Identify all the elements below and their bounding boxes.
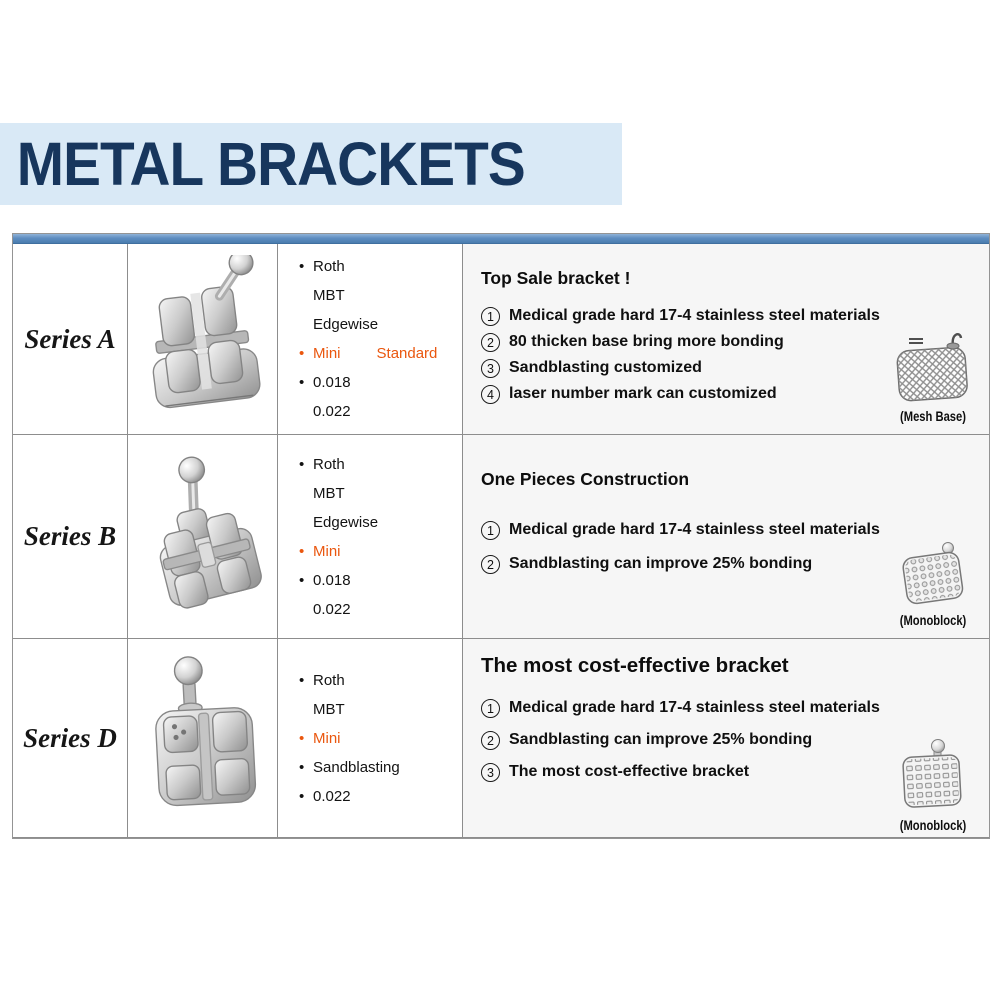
table-top-bar	[13, 234, 989, 244]
option-item: • Mini	[299, 724, 462, 753]
feature-item: 4 laser number mark can customized	[481, 385, 973, 404]
option-item: Edgewise	[313, 513, 379, 531]
table-row-series-a-image-cell	[128, 244, 278, 435]
option-item: MBT	[313, 484, 345, 502]
base-type-label: (Monoblock)	[899, 612, 967, 628]
title-banner	[0, 123, 622, 205]
option-item: • Sandblasting	[299, 753, 462, 782]
feature-item: 1 Medical grade hard 17-4 stainless steel materials	[481, 307, 973, 326]
description-heading: Top Sale bracket !	[481, 268, 631, 288]
option-item: • 0.018	[299, 566, 462, 595]
monoblock-base-figure	[885, 539, 981, 628]
option-item: • 0.022	[299, 782, 462, 811]
option-item: MBT	[313, 287, 345, 304]
bullet-icon: •	[299, 787, 305, 805]
feature-number: 1	[481, 521, 500, 540]
bullet-icon: •	[299, 542, 305, 560]
feature-item: 1 Medical grade hard 17-4 stainless steel materials	[481, 521, 973, 540]
feature-item: 3 The most cost-effective bracket	[481, 763, 973, 782]
bracket-series-b-image	[137, 447, 269, 627]
feature-number: 2	[481, 731, 500, 750]
base-type-label: (Mesh Base)	[900, 408, 966, 424]
table-row-series-a-options-cell	[278, 244, 463, 435]
option-item: MBT	[313, 700, 345, 718]
feature-number: 3	[481, 763, 500, 782]
bullet-icon: •	[299, 758, 305, 776]
bullet-icon: •	[299, 345, 305, 362]
bullet-icon: •	[299, 729, 305, 747]
feature-number: 2	[481, 333, 500, 352]
product-table	[12, 233, 990, 839]
series-name: Series A	[24, 323, 116, 354]
mesh-base-figure	[885, 329, 981, 424]
mesh-base-icon	[891, 329, 975, 403]
option-item: • Mini Standard	[299, 339, 462, 368]
table-row-series-b-description-cell	[463, 435, 989, 639]
bullet-icon: •	[299, 374, 305, 391]
option-item: 0.022	[313, 403, 351, 420]
feature-item: 2 Sandblasting can improve 25% bonding	[481, 731, 973, 750]
base-type-label: (Monoblock)	[899, 817, 967, 833]
bracket-series-d-image	[139, 650, 267, 826]
table-row-series-d-options-cell	[278, 639, 463, 838]
bullet-icon: •	[299, 455, 305, 473]
option-item: Edgewise	[313, 316, 379, 333]
description-heading: The most cost-effective bracket	[481, 654, 789, 677]
description-heading: One Pieces Construction	[481, 469, 690, 489]
feature-item: 2 80 thicken base bring more bonding	[481, 333, 973, 352]
option-item: • Mini	[299, 537, 462, 566]
table-row-series-a-description-cell	[463, 244, 989, 435]
table-row-series-a-name-cell	[13, 244, 128, 435]
table-row-series-d-name-cell	[13, 639, 128, 838]
table-row-series-b-options-cell	[278, 435, 463, 639]
feature-number: 4	[481, 385, 500, 404]
monoblock-icon	[897, 736, 969, 812]
table-row-series-b-image-cell	[128, 435, 278, 639]
bullet-icon: •	[299, 671, 305, 689]
series-name: Series B	[23, 521, 117, 551]
table-row-series-b-name-cell	[13, 435, 128, 639]
option-item: 0.022	[313, 600, 351, 618]
feature-item: 3 Sandblasting customized	[481, 359, 973, 378]
feature-number: 3	[481, 359, 500, 378]
option-item: • Roth	[299, 666, 462, 695]
option-item: • Roth	[299, 252, 462, 281]
monoblock-base-figure	[885, 736, 981, 833]
feature-item: 2 Sandblasting can improve 25% bonding	[481, 555, 973, 574]
table-row-series-d-description-cell	[463, 639, 989, 838]
option-item: • Roth	[299, 450, 462, 479]
monoblock-icon	[896, 539, 970, 607]
feature-number: 2	[481, 555, 500, 574]
feature-number: 1	[481, 307, 500, 326]
bullet-icon: •	[299, 571, 305, 589]
option-item: • 0.018	[299, 368, 462, 397]
bracket-series-a-image	[139, 255, 267, 423]
bullet-icon: •	[299, 258, 305, 275]
table-row-series-d-image-cell	[128, 639, 278, 838]
feature-item: 1 Medical grade hard 17-4 stainless steel materials	[481, 699, 973, 718]
feature-number: 1	[481, 699, 500, 718]
series-name: Series D	[23, 722, 117, 753]
page-title: METAL BRACKETS	[16, 130, 525, 198]
